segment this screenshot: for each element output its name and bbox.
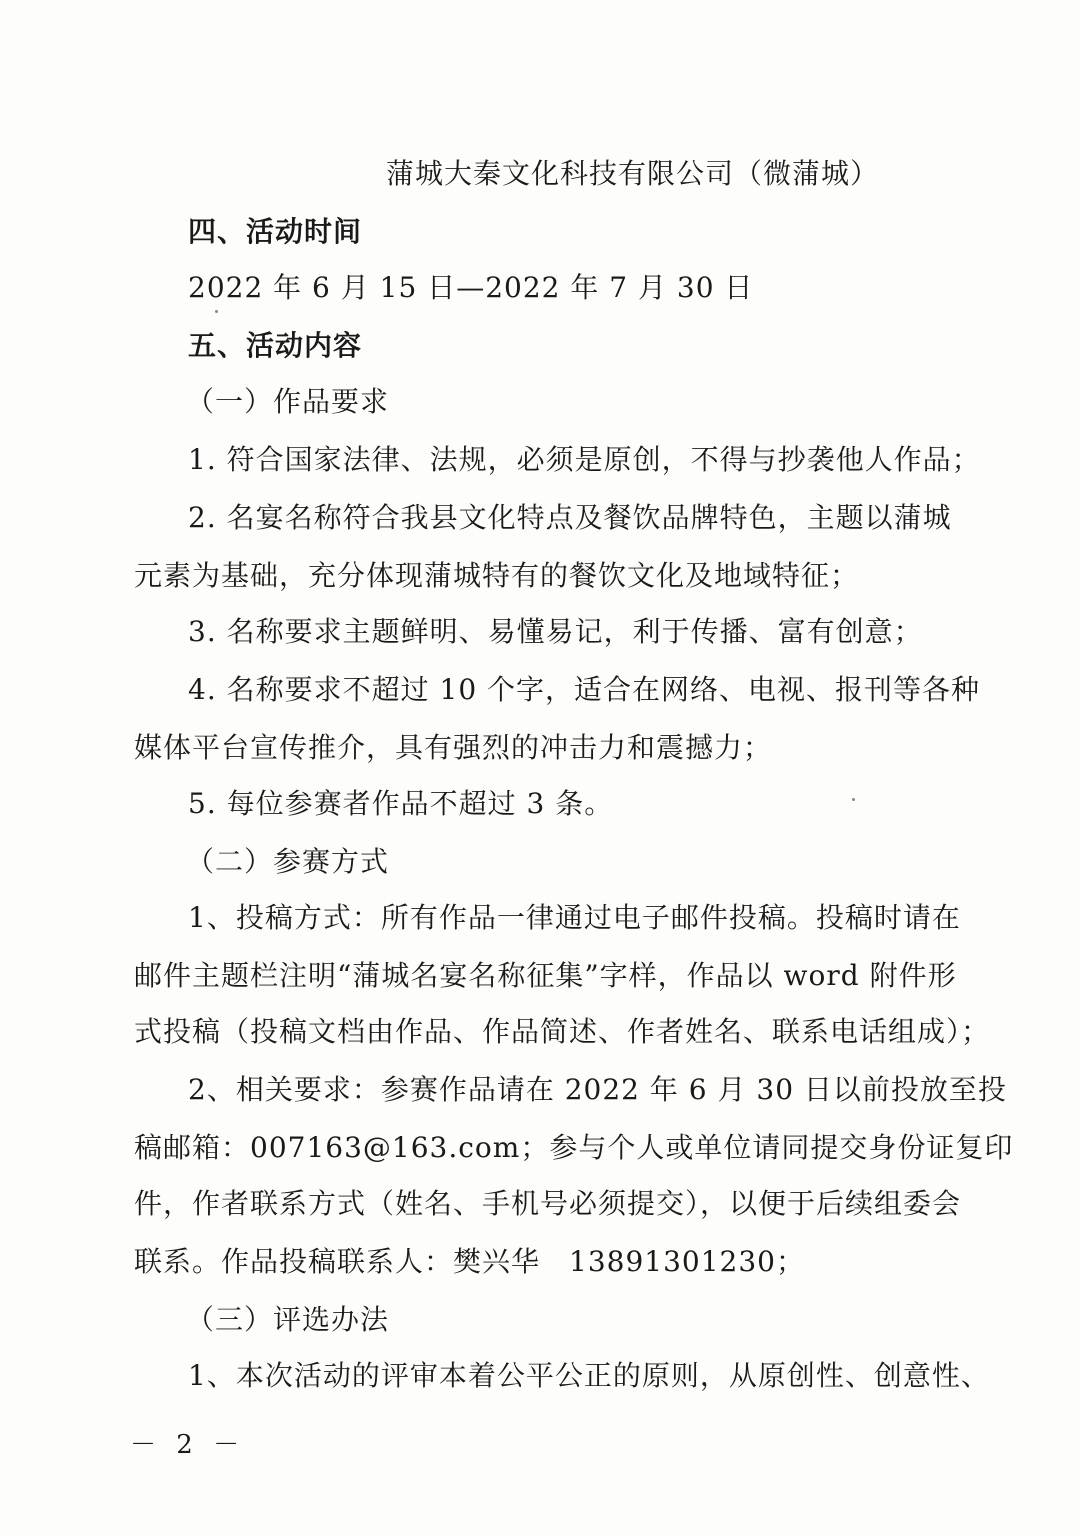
sub3-heading: （三）评选办法 (186, 1303, 390, 1336)
sub3-item1-line1: 1、本次活动的评审本着公平公正的原则，从原创性、创意性、 (188, 1359, 990, 1392)
sub2-item2-line2: 稿邮箱：007163@163.com；参与个人或单位请同提交身份证复印 (134, 1131, 1014, 1164)
sub2-item2-line4: 联系。作品投稿联系人：樊兴华 13891301230； (134, 1245, 805, 1278)
section-4-text: 2022 年 6 月 15 日—2022 年 7 月 30 日 (188, 271, 754, 304)
page-number: － 2 － (130, 1430, 246, 1460)
sub2-heading: （二）参赛方式 (186, 845, 390, 878)
scan-speck (852, 798, 855, 801)
sub1-item2-line1: 2. 名宴名称符合我县文化特点及餐饮品牌特色，主题以蒲城 (188, 501, 952, 534)
sub2-item2-line1: 2、相关要求：参赛作品请在 2022 年 6 月 30 日以前投放至投 (188, 1073, 1007, 1106)
sub2-item1-line1: 1、投稿方式：所有作品一律通过电子邮件投稿。投稿时请在 (188, 901, 961, 934)
sub1-item5: 5. 每位参赛者作品不超过 3 条。 (188, 787, 614, 820)
sub2-item1-line2: 邮件主题栏注明“蒲城名宴名称征集”字样，作品以 word 附件形 (134, 959, 957, 992)
sub1-item1: 1. 符合国家法律、法规，必须是原创，不得与抄袭他人作品； (188, 443, 981, 476)
scan-speck (215, 310, 218, 313)
sub2-item2-line3: 件，作者联系方式（姓名、手机号必须提交），以便于后续组委会 (134, 1187, 962, 1220)
sub1-item3: 3. 名称要求主题鲜明、易懂易记，利于传播、富有创意； (188, 615, 923, 648)
sub1-heading: （一）作品要求 (186, 385, 390, 418)
sub1-item2-line2: 元素为基础，充分体现蒲城特有的餐饮文化及地域特征； (134, 559, 860, 592)
sub1-item4-line2: 媒体平台宣传推介，具有强烈的冲击力和震撼力； (134, 731, 773, 764)
sub2-item1-line3: 式投稿（投稿文档由作品、作品简述、作者姓名、联系电话组成）； (134, 1015, 991, 1048)
section-4-heading: 四、活动时间 (188, 215, 363, 248)
organizer-line: 蒲城大秦文化科技有限公司（微蒲城） (386, 157, 880, 190)
sub1-item4-line1: 4. 名称要求不超过 10 个字，适合在网络、电视、报刊等各种 (188, 673, 981, 706)
section-5-heading: 五、活动内容 (188, 329, 363, 362)
